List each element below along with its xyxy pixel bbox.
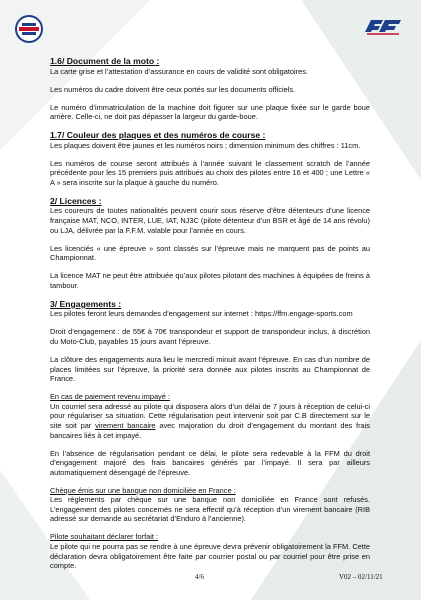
paragraph: En l’absence de régularisation pendant ce délai, le pilote sera redevable à la FFM du droit d’engagement majoré des frais bancaires générés par l’impayé. Il sera par ailleurs automatiquement désengagé de l’épreuve. — [50, 448, 370, 477]
ffm-logo-icon — [363, 16, 403, 36]
subsection-title-impaye: En cas de paiement revenu impayé : — [50, 392, 170, 402]
subsection-title-cheque: Chèque émis sur une banque non domiciliée en France : — [50, 485, 236, 495]
subsection-title-forfait: Pilote souhaitant déclarer forfait : — [50, 532, 159, 542]
paragraph: Les licenciés « une épreuve » sont classés sur l’épreuve mais ne marquent pas de points au Championnat. — [50, 243, 370, 263]
document-version: V02 – 02/11/21 — [339, 573, 383, 581]
text-run: avec majoration du droit d’engagement du montant des frais bancaires liés à cet impayé. — [50, 420, 370, 440]
paragraph: Les plaques doivent être jaunes et les numéros noirs ; dimension minimum des chiffres : 11cm. — [50, 140, 361, 150]
paragraph: Le numéro d’immatriculation de la machine doit figurer sur une plaque fixée sur le garde boue arrière. Celle-ci, ne doit pas dépasser la largeur du garde-boue. — [50, 102, 370, 122]
underlined-text: virement bancaire — [95, 420, 156, 430]
paragraph: Les pilotes feront leurs demandes d’engagement sur internet : https://ffm.engage-sports.com — [50, 309, 353, 319]
document-body — [50, 56, 370, 579]
section-title-couleur-plaques: 1.7/ Couleur des plaques et des numéros de course : — [50, 130, 266, 141]
paragraph: La licence MAT ne peut être attribuée qu’aux pilotes pilotant des machines à équipées de freins à tambour. — [50, 271, 370, 290]
paragraph: La clôture des engagements aura lieu le mercredi minuit avant l’épreuve. En cas d’un nombre de places limitées sur l’épreuve, la priorité sera donnée aux pilotes inscrits au Championnat de France. — [50, 354, 370, 384]
paragraph: Droit d’engagement : de 55€ à 70€ transpondeur et support de transpondeur inclus, à discrétion du Moto-Club, payables 15 jours avant l’épreuve. — [50, 327, 370, 346]
section-title-licences: 2/ Licences : — [50, 195, 102, 206]
ffm-club-shield-logo-icon — [14, 14, 44, 44]
paragraph: Les numéros du cadre doivent être ceux portés sur les documents officiels. — [50, 84, 296, 94]
section-title-document-moto: 1.6/ Document de la moto : — [50, 56, 160, 66]
paragraph — [50, 402, 370, 440]
paragraph: Les coureurs de toutes nationalités peuvent courir sous réserve d’être détenteurs d’une licence française MAT, NCO, INTER, LUE, IAT, NJ3C (pilote détenteur d’un BSR et âgé de 14 ans révolu) ou LJA, délivrée par la F.F.M. valable pour l’année en cours. — [50, 206, 370, 235]
text-run: Un courriel sera adressé au pilote qui disposera alors d’un délai de 7 jours à réception de celui-ci pour régulariser sa situation. Cette régularisation peut intervenir soit par C.B directement sur le site soit par — [50, 401, 370, 430]
paragraph: Les règlements par chèque sur une banque non domiciliée en France sont refusés. L’engagement des pilotes concernés ne sera effectif qu’à réception d’un virement bancaire (RIB adressé sur demande au secrétariat d’Enduro à l’ancienne). — [50, 495, 370, 524]
paragraph: La carte grise et l’attestation d’assurance en cours de validité sont obligatoires. — [50, 66, 308, 76]
section-title-engagements: 3/ Engagements : — [50, 298, 122, 309]
paragraph: Le pilote qui ne pourra pas se rendre à une épreuve devra prévenir obligatoirement la FFM. Cette déclaration devra obligatoirement être faite par courrier postal ou par courriel pour être prise en compte. — [50, 542, 370, 571]
page-number: 4/6 — [195, 573, 204, 581]
paragraph: Les numéros de course seront attribués à l’année suivant le classement scratch de l’année précédente pour les 15 premiers puis attribués au choix des pilotes entre 16 et 400 ; une Lettre « A » sera inscrite sur la plaque à gauche du numéro. — [50, 158, 370, 187]
